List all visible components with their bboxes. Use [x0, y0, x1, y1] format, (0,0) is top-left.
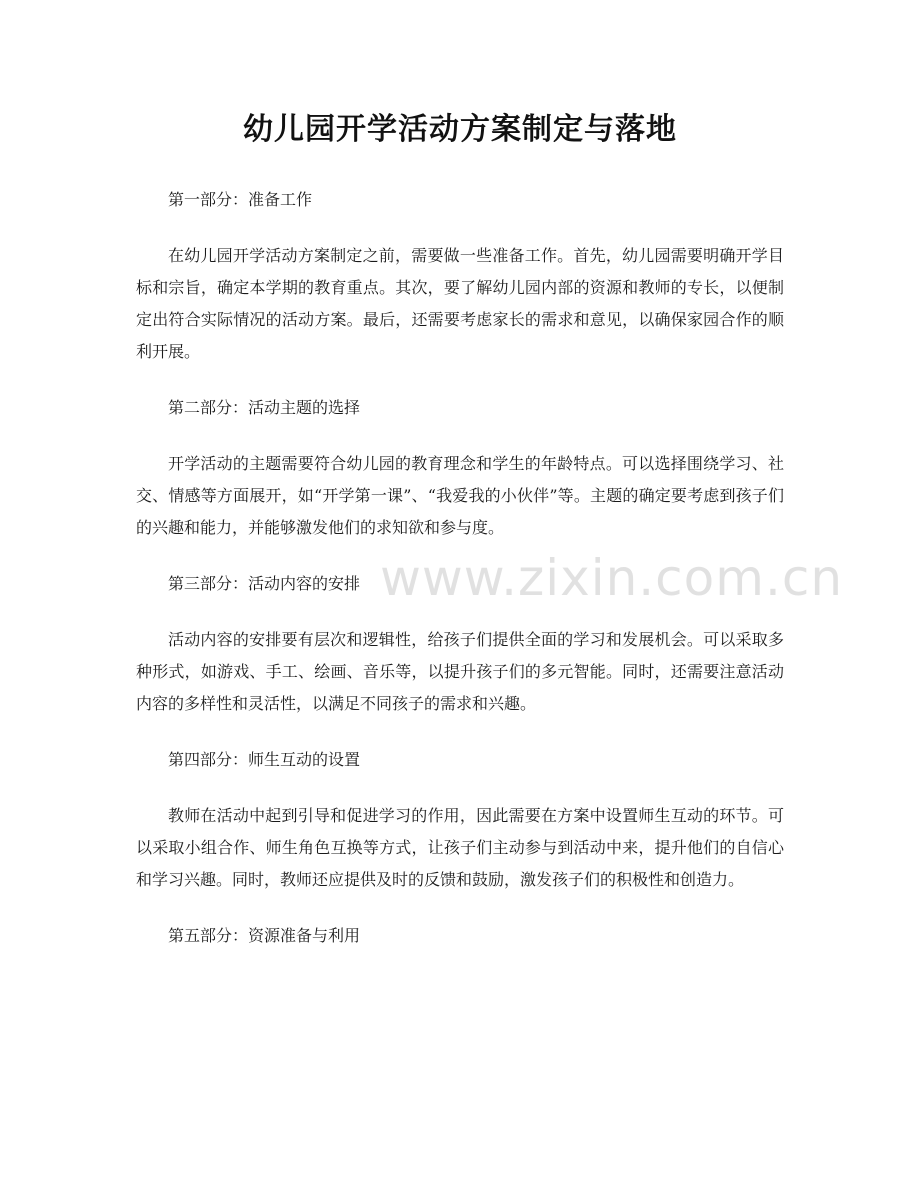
document-body	[136, 184, 784, 976]
section-heading-1: 第一部分：准备工作	[168, 190, 313, 209]
watermark: www.zixin.com.cn	[380, 549, 844, 607]
section-paragraph-3: 活动内容的安排要有层次和逻辑性，给孩子们提供全面的学习和发展机会。可以采取多种形式，如游戏、手工、绘画、音乐等，以提升孩子们的多元智能。同时，还需要注意活动内容的多样性和灵活性，以满足不同孩子的需求和兴趣。	[136, 630, 784, 713]
section-heading-2: 第二部分：活动主题的选择	[168, 398, 361, 417]
section-paragraph-4: 教师在活动中起到引导和促进学习的作用，因此需要在方案中设置师生互动的环节。可以采取小组合作、师生角色互换等方式，让孩子们主动参与到活动中来，提升他们的自信心和学习兴趣。同时，教师还应提供及时的反馈和鼓励，激发孩子们的积极性和创造力。	[136, 806, 784, 889]
section-heading-5: 第五部分：资源准备与利用	[168, 926, 361, 945]
section-heading-4: 第四部分：师生互动的设置	[168, 750, 361, 769]
section-heading-3: 第三部分：活动内容的安排	[168, 574, 361, 593]
section-paragraph-1: 在幼儿园开学活动方案制定之前，需要做一些准备工作。首先，幼儿园需要明确开学目标和宗旨，确定本学期的教育重点。其次，要了解幼儿园内部的资源和教师的专长，以便制定出符合实际情况的活动方案。最后，还需要考虑家长的需求和意见，以确保家园合作的顺利开展。	[136, 246, 784, 361]
section-paragraph-2: 开学活动的主题需要符合幼儿园的教育理念和学生的年龄特点。可以选择围绕学习、社交、情感等方面展开，如“开学第一课”、“我爱我的小伙伴”等。主题的确定要考虑到孩子们的兴趣和能力，并能够激发他们的求知欲和参与度。	[136, 454, 784, 537]
document-title: 幼儿园开学活动方案制定与落地	[243, 112, 677, 147]
